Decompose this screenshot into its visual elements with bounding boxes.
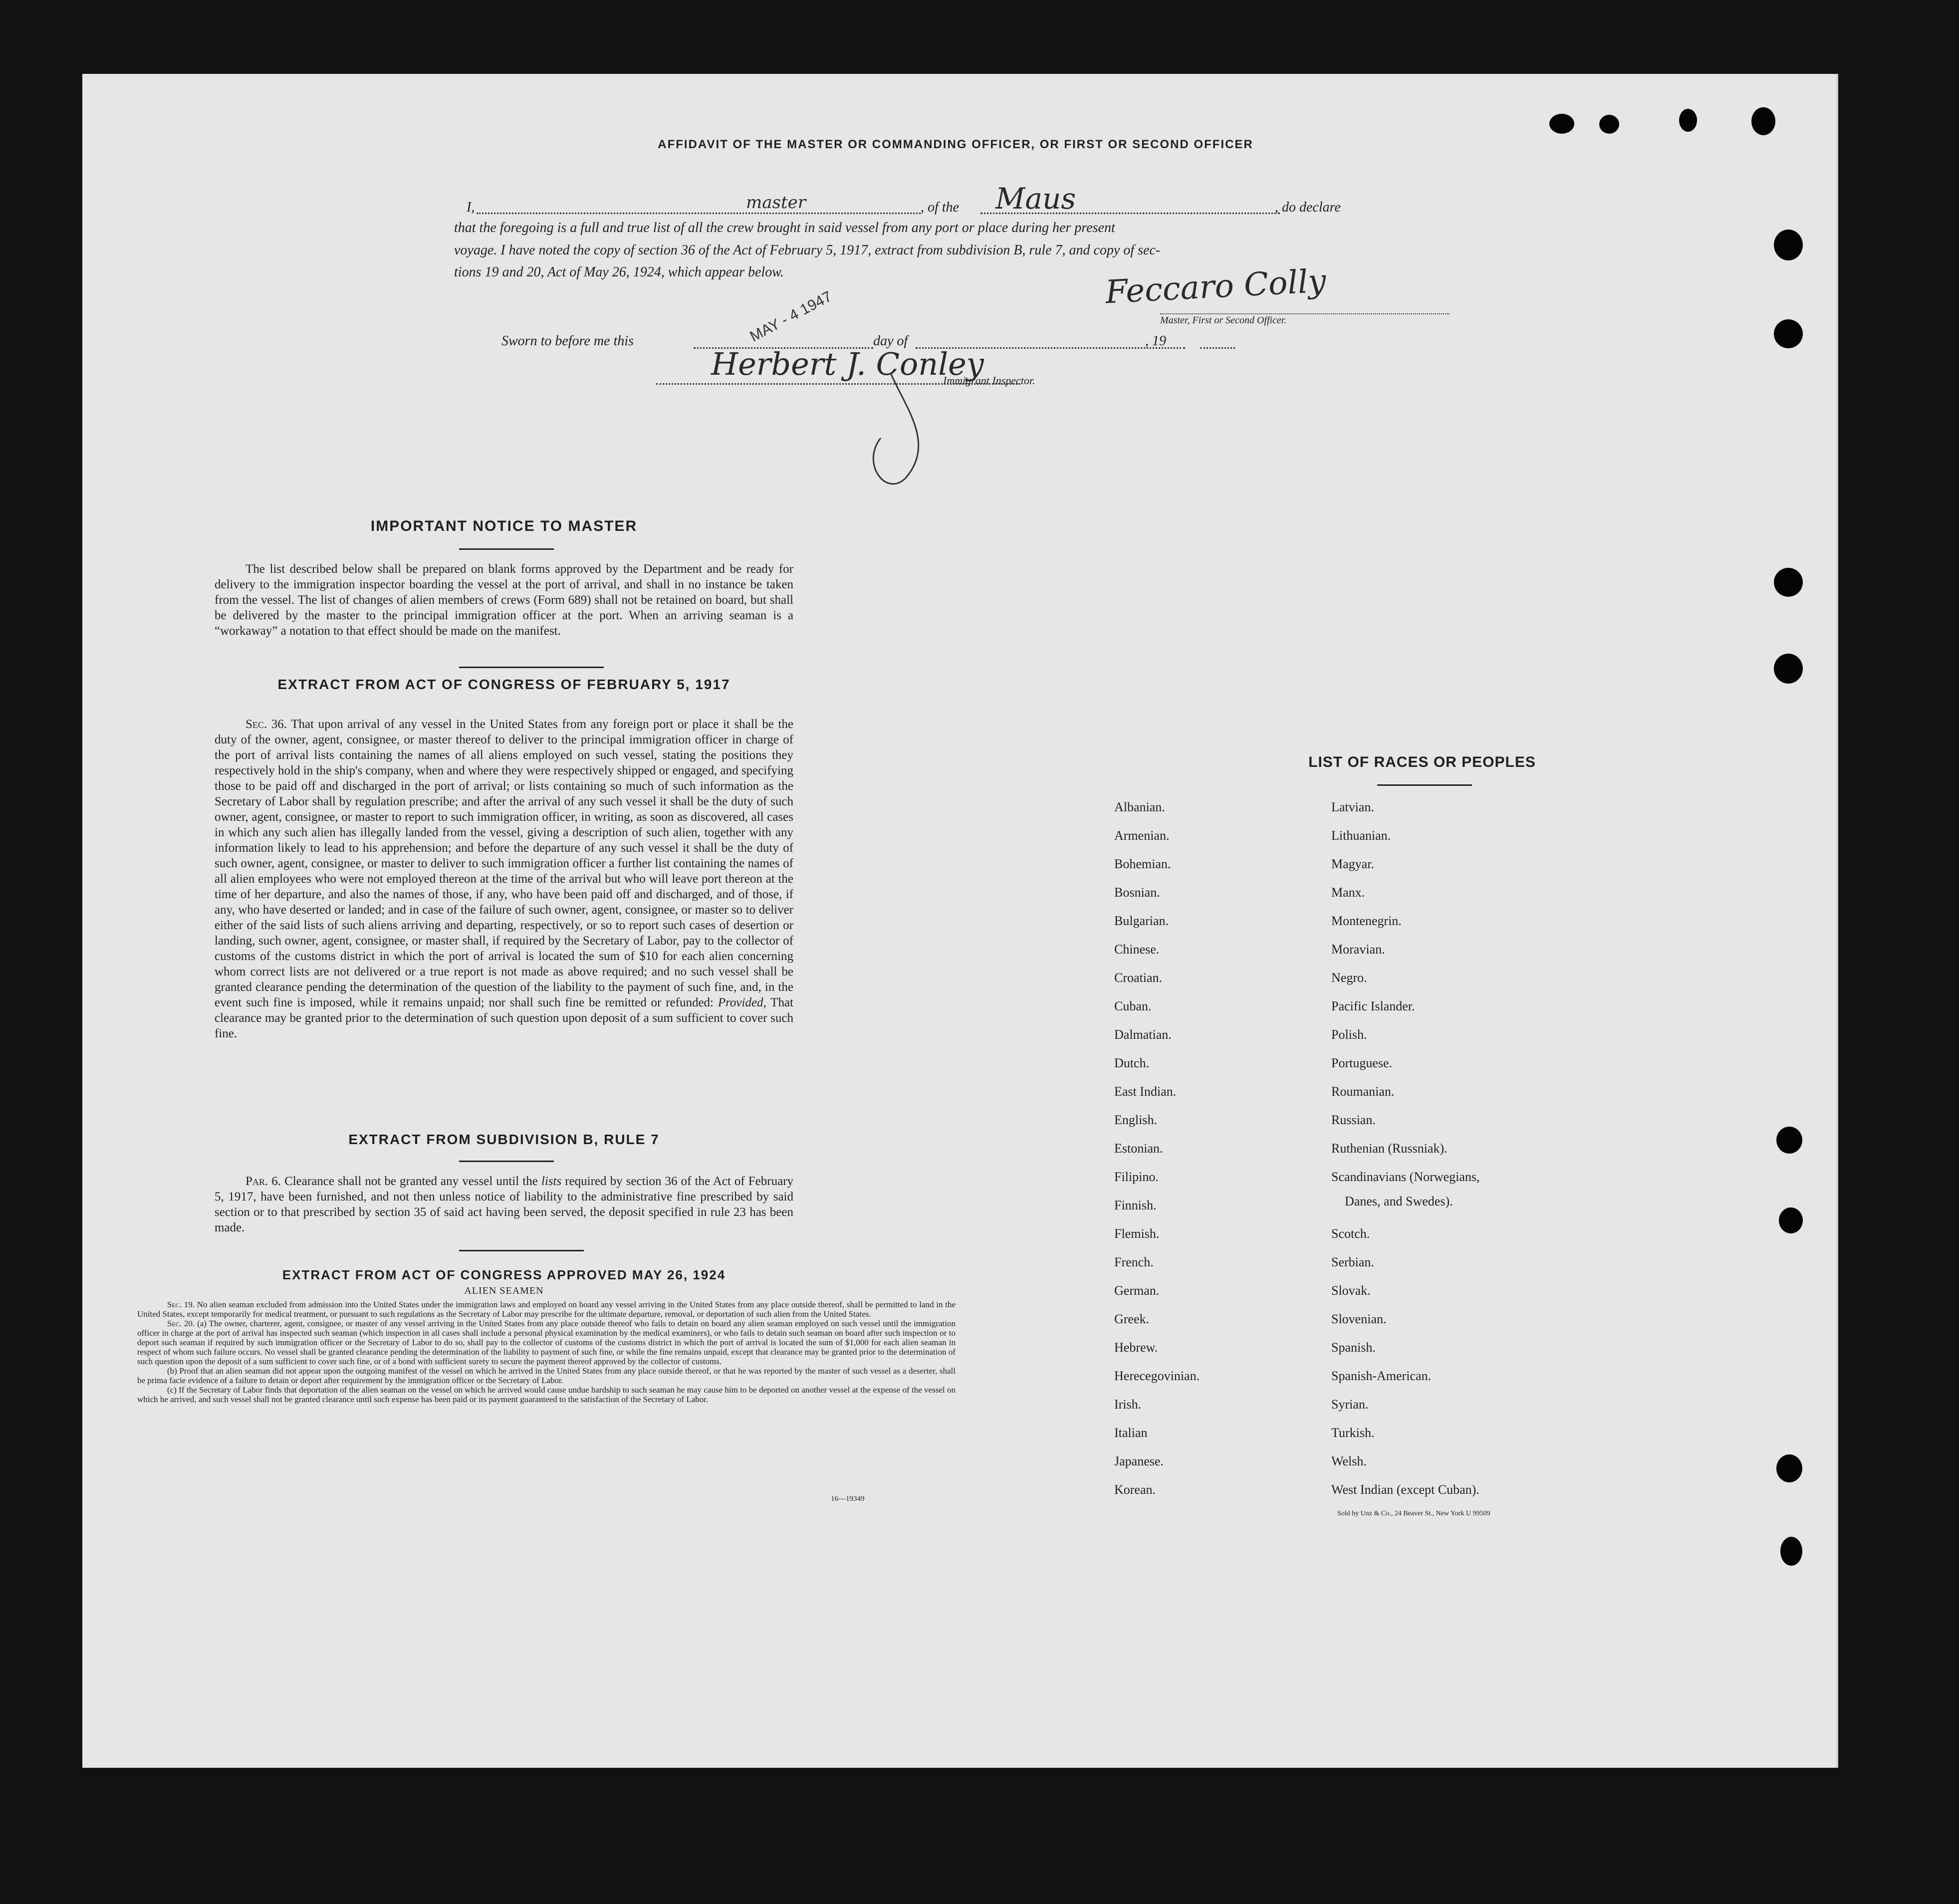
- race-item: Greek.: [1114, 1312, 1150, 1326]
- race-item: Cuban.: [1114, 999, 1152, 1013]
- race-item: Chinese.: [1114, 942, 1160, 956]
- position-dotted-line: [477, 213, 921, 214]
- race-item: Latvian.: [1331, 800, 1374, 814]
- punch-hole: [1774, 319, 1803, 348]
- punch-hole: [1549, 114, 1574, 134]
- par-6-body: Clearance shall not be granted any vessel until the: [284, 1175, 538, 1188]
- vessel-handwritten: Maus: [995, 182, 1076, 216]
- race-item: Lithuanian.: [1331, 828, 1391, 843]
- race-item: Bohemian.: [1114, 857, 1171, 871]
- date-stamp: MAY - 4 1947: [747, 288, 835, 345]
- race-item: English.: [1114, 1113, 1157, 1127]
- of-the-label: , of the: [921, 200, 959, 215]
- race-item: Syrian.: [1331, 1397, 1369, 1412]
- race-item: Croatian.: [1114, 970, 1163, 985]
- affidavit-line-4: tions 19 and 20, Act of May 26, 1924, which appear below.: [454, 264, 784, 280]
- race-item: Welsh.: [1331, 1454, 1367, 1468]
- races-title-rule: [1377, 784, 1472, 786]
- race-item: Dalmatian.: [1114, 1027, 1172, 1042]
- race-item: Spanish.: [1331, 1340, 1376, 1355]
- section-divider-1: [459, 667, 604, 668]
- race-item: French.: [1114, 1255, 1154, 1269]
- punch-hole: [1774, 230, 1803, 260]
- affidavit-title: AFFIDAVIT OF THE MASTER OR COMMANDING OFFICER, OR FIRST OR SECOND OFFICER: [658, 138, 1253, 151]
- race-item: Armenian.: [1114, 828, 1170, 843]
- race-scandinavians-continued: Danes, and Swedes).: [1345, 1194, 1453, 1208]
- punch-hole: [1774, 654, 1803, 684]
- notice-text: The list described below shall be prepared on blank forms approved by the Department and be ready for delivery to the immigration inspector boarding the vessel at the port of arrival, and shall in no instance be taken from the vessel. The list of changes of alien members of crews (Form 689) shall not be retained on board, but shall be delivered by the master to the principal immigration officer at the port. When an arriving seaman is a “workaway” a notation to that effect should be made on the manifest.: [215, 562, 793, 638]
- position-handwritten: master: [746, 193, 806, 213]
- act-1924-title: EXTRACT FROM ACT OF CONGRESS APPROVED MAY 26, 1924: [282, 1267, 726, 1282]
- sec-36-body: That upon arrival of any vessel in the United States from any foreign port or place it shall be the duty of the owner, agent, consignee, or master thereof to deliver to the principal immigration officer in charge of the port of arrival lists containing the names of all aliens employed on such vessel, stating the positions they respectively hold in the ship's company, when and where they were respectively shipped or engaged, and specifying those to be paid off and discharged in the port of arrival; or lists containing so much of such information as the Secretary of Labor shall by regulation prescribe; and after the arrival of any such vessel it shall be the duty of such owner, agent, consignee, or master to report to such immigration officer, in writing, as soon as discovered, all cases in which any such alien has illegally landed from the vessel, giving a description of such alien, together with any information likely to lead to his apprehension; and before the departure of any such vessel it shall be the duty of such owner, agent, consignee, or master to deliver to such immigration officer a further list containing the names of all alien employees who were not employed thereon at the time of the arrival but who will leave port thereon at the time of her departure, and also the names of those, if any, who have been paid off and discharged, and of those, if any, who have deserted or landed; and in case of the failure of such owner, agent, consignee, or master so to deliver either of the said lists of such aliens arriving and departing, respectively, or so to report such cases of desertion or landing, such owner, agent, consignee, or master shall, if required by the Secretary of Labor, pay to the collector of customs of the customs district in which the port of arrival is located the sum of $10 for each alien concerning whom correct lists are not delivered or a true report is not made as above required; and no such vessel shall be granted clearance pending the determination of the question of the liability to the payment of such fine, and, in the event such fine is imposed, while it remains unpaid; nor shall such fine be remitted or refunded:: [215, 717, 793, 1009]
- race-item: Serbian.: [1331, 1255, 1374, 1269]
- race-item: Dutch.: [1114, 1056, 1150, 1070]
- sec-36-label: Sec. 36.: [245, 717, 287, 731]
- sec-20a-paragraph: [137, 1319, 956, 1366]
- affidavit-line-3: voyage. I have noted the copy of section 36 of the Act of February 5, 1917, extract from subdivision B, rule 7, and copy of sec-: [454, 242, 1161, 258]
- provided-word: Provided,: [718, 996, 766, 1009]
- extract-1917-text: [215, 716, 793, 1041]
- act-1924-text: [137, 1300, 956, 1404]
- race-item: Bosnian.: [1114, 885, 1160, 900]
- race-item: Spanish-American.: [1331, 1369, 1432, 1383]
- rule-7-title: EXTRACT FROM SUBDIVISION B, RULE 7: [348, 1132, 660, 1147]
- document-page: [82, 74, 1838, 1768]
- form-number: 16—19349: [831, 1495, 865, 1503]
- sec-36-body-end: That clearance may be granted prior to the determination of such question upon deposit of a sum sufficient to cover such fine.: [215, 996, 793, 1040]
- race-item: Bulgarian.: [1114, 914, 1169, 928]
- race-item: Montenegrin.: [1331, 914, 1402, 928]
- race-item: Estonian.: [1114, 1141, 1163, 1156]
- punch-hole: [1776, 1454, 1802, 1482]
- race-item: Russian.: [1331, 1113, 1376, 1127]
- rule-7-text: [215, 1174, 793, 1235]
- declare-label: , do declare: [1275, 200, 1341, 215]
- race-item: Scandinavians (Norwegians,: [1331, 1170, 1480, 1184]
- par-6-body-end: required by section 36 of the Act of February 5, 1917, have been furnished, and not then unless notice of liability to the administrative fine prescribed by said section or to that prescribed by section 35 of said act having been served, the deposit specified in rule 23 has been made.: [215, 1175, 794, 1234]
- sec-20b-paragraph: (b) Proof that an alien seaman did not appear upon the outgoing manifest of the vessel on which he arrived in the United States from any place outside thereof, or that he was reported by the master of such vessel as a deserter, shall be prima facie evidence of a failure to detain or deport after requirement by the immigration officer or the Secretary of Labor.: [137, 1366, 956, 1385]
- race-item: Herecegovinian.: [1114, 1369, 1200, 1383]
- sec-20-label: Sec. 20.: [167, 1319, 195, 1328]
- master-signature-line: [1160, 313, 1450, 314]
- sec-20c-paragraph: (c) If the Secretary of Labor finds that deportation of the alien seaman on the vessel on which he arrived would cause undue hardship to such seaman he may cause him to be deported on another vessel at the expense of the vessel on which he arrived, and such vessel shall not be granted clearance until such expense has been paid or its payment guaranteed to the satisfaction of the Secretary of Labor.: [137, 1385, 956, 1404]
- race-item: Hebrew.: [1114, 1340, 1158, 1355]
- affidavit-line-2: that the foregoing is a full and true list of all the crew brought in said vessel from any port or place during her present: [454, 220, 1115, 236]
- punch-hole: [1776, 1127, 1802, 1154]
- sec-20a-body: (a) The owner, charterer, agent, consignee, or master of any vessel arriving in the United States from any place outside thereof who fails to detain on board any alien seaman employed on such vessel until the immigration officer in charge at the port of arrival has inspected such seaman (which inspection in all cases shall include a personal physical examination by the medical examiners), or who fails to detain such seaman on board after such inspection or to deport such seaman if required by such immigration officer or the Secretary of Labor to do so, shall pay to the collector of customs of the customs district in which the port of arrival is located the sum of $1,000 for each alien seaman in respect of whom such failure occurs. No vessel shall be granted clearance pending the determination of the liability to payment of such fine, or while the fine remains unpaid, except that clearance may be granted prior to the determination of such question upon the deposit of a sum sufficient to cover such fine, or of a bond with sufficient surety to secure the payment thereof approved by the collector of customs.: [137, 1319, 956, 1366]
- race-item: Finnish.: [1114, 1198, 1157, 1212]
- master-caption: Master, First or Second Officer.: [1160, 315, 1287, 326]
- race-item: Japanese.: [1114, 1454, 1164, 1468]
- inspector-caption: Immigrant Inspector.: [943, 374, 1035, 387]
- seller-imprint: Sold by Unz & Co., 24 Beaver St., New York U 99509: [1337, 1510, 1490, 1517]
- sec-19-paragraph: [137, 1300, 956, 1319]
- race-item: Irish.: [1114, 1397, 1142, 1412]
- rule-7-title-rule: [459, 1161, 554, 1162]
- punch-hole: [1780, 1537, 1802, 1566]
- inspector-signature: Herbert J. Conley: [711, 346, 984, 382]
- race-item: Magyar.: [1331, 857, 1374, 871]
- alien-seamen-subtitle: ALIEN SEAMEN: [464, 1285, 544, 1296]
- race-item: Polish.: [1331, 1027, 1367, 1042]
- punch-hole: [1779, 1207, 1803, 1233]
- lists-word: lists: [541, 1175, 562, 1188]
- race-item: Negro.: [1331, 970, 1367, 985]
- year-label: , 19: [1145, 333, 1166, 349]
- sec-19-label: Sec. 19.: [167, 1300, 195, 1309]
- extract-1917-title: EXTRACT FROM ACT OF CONGRESS OF FEBRUARY 5, 1917: [277, 677, 731, 692]
- race-item: Korean.: [1114, 1482, 1156, 1497]
- race-item: West Indian (except Cuban).: [1331, 1482, 1479, 1497]
- race-item: East Indian.: [1114, 1084, 1177, 1099]
- race-item: Turkish.: [1331, 1426, 1375, 1440]
- section-divider-2: [459, 1250, 584, 1251]
- master-signature: Feccaro Colly: [1104, 262, 1327, 311]
- race-item: Slovenian.: [1331, 1312, 1387, 1326]
- signature-flourish: [831, 368, 931, 508]
- race-item: Filipino.: [1114, 1170, 1159, 1184]
- sworn-year-line: [1200, 347, 1235, 349]
- notice-title-rule: [459, 548, 554, 550]
- day-of-label: day of: [873, 333, 908, 349]
- punch-hole: [1751, 107, 1775, 135]
- race-item: Flemish.: [1114, 1226, 1160, 1241]
- punch-hole: [1679, 109, 1697, 132]
- race-item: German.: [1114, 1283, 1160, 1298]
- race-item: Italian: [1114, 1426, 1148, 1440]
- sec-19-body: No alien seaman excluded from admission into the United States under the immigration laws and employed on board any vessel arriving in the United States from any place outside thereof, shall be permitted to land in the United States, except temporarily for medical treatment, or pursuant to such regulations as the Secretary of Labor may prescribe for the ultimate departure, removal, or deportation of such alien from the United States.: [137, 1300, 956, 1319]
- affidavit-prefix: I,: [467, 200, 475, 215]
- race-item: Scotch.: [1331, 1226, 1370, 1241]
- affidavit-line-1: [467, 182, 1504, 218]
- race-item: Ruthenian (Russniak).: [1331, 1141, 1448, 1156]
- par-6-label: Par. 6.: [245, 1175, 281, 1188]
- sworn-label: Sworn to before me this: [501, 333, 634, 349]
- race-item: Slovak.: [1331, 1283, 1371, 1298]
- race-item: Pacific Islander.: [1331, 999, 1415, 1013]
- notice-title: IMPORTANT NOTICE TO MASTER: [370, 518, 638, 534]
- race-item: Albanian.: [1114, 800, 1165, 814]
- race-item: Roumanian.: [1331, 1084, 1395, 1099]
- race-item: Portuguese.: [1331, 1056, 1393, 1070]
- punch-hole: [1599, 115, 1619, 134]
- race-item: Moravian.: [1331, 942, 1385, 956]
- races-title: LIST OF RACES OR PEOPLES: [1308, 754, 1536, 770]
- race-item: Manx.: [1331, 885, 1365, 900]
- punch-hole: [1774, 568, 1803, 597]
